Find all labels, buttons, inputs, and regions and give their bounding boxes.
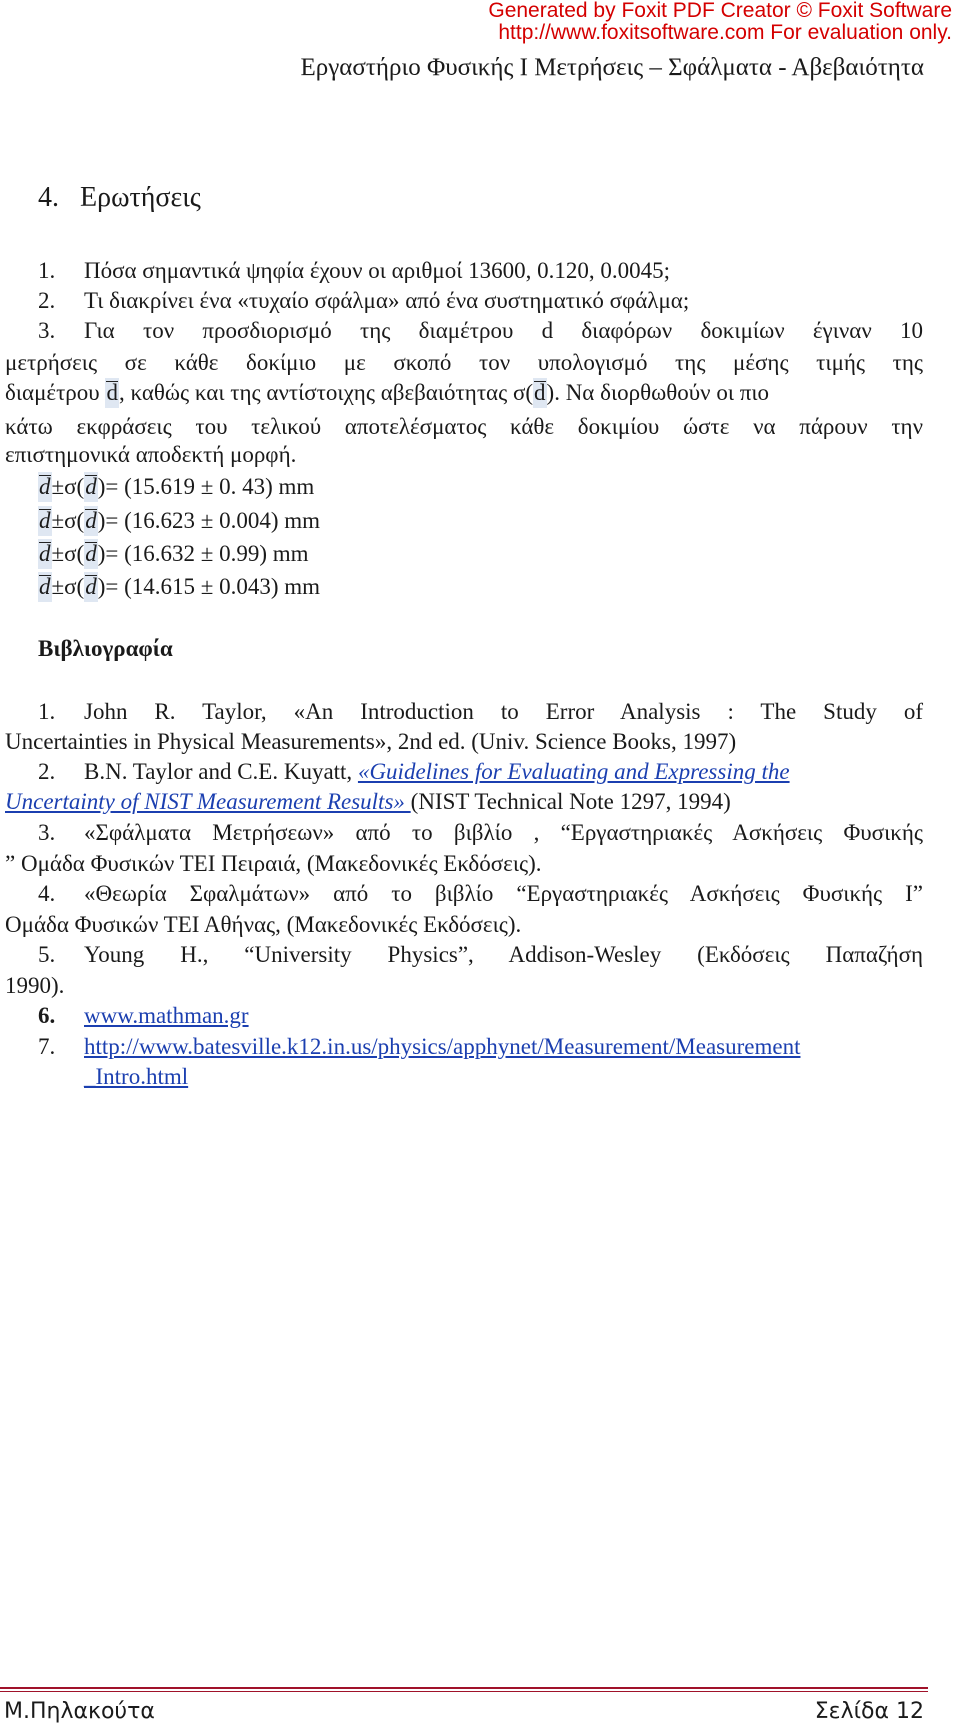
expression-value: )= (16.623 ± 0.004) mm (97, 508, 321, 533)
d-mean-symbol: d (38, 539, 52, 569)
reference-2-line-2 (5, 787, 731, 817)
reference-number: 1. (38, 699, 56, 724)
reference-5-line-1 (38, 940, 923, 970)
pm-sigma: ±σ( (51, 474, 85, 499)
expression-4 (38, 572, 320, 602)
reference-2-line-1 (38, 757, 790, 787)
reference-text: «Θεωρία Σφαλμάτων» από το βιβλίο “Εργαστηριακές Ασκήσεις Φυσικής Ι” (84, 881, 923, 906)
reference-number: 6. (38, 1003, 56, 1028)
section-number: 4. (38, 182, 59, 213)
question-3-line-4: κάτω εκφράσεις του τελικού αποτελέσματος κάθε δοκιμίου ώστε να πάρουν την (5, 414, 923, 439)
reference-6 (38, 1001, 249, 1031)
running-header: Εργαστήριο Φυσικής Ι Μετρήσεις – Σφάλματα - Αβεβαιότητα (300, 54, 924, 81)
reference-7-line-1 (38, 1032, 800, 1062)
section-heading (38, 182, 201, 214)
reference-text: B.N. Taylor and C.E. Kuyatt, (84, 759, 358, 784)
footer-rule-thin (0, 1691, 928, 1692)
d-mean-symbol: d (533, 378, 547, 408)
expression-3 (38, 539, 309, 569)
reference-7-line-2 (84, 1062, 188, 1092)
d-mean-symbol: d (38, 472, 52, 502)
reference-1-line-2: Uncertainties in Physical Measurements», 2nd ed. (Univ. Science Books, 1997) (5, 729, 737, 754)
nist-guidelines-link-cont[interactable]: Uncertainty of NIST Measurement Results» (5, 789, 411, 814)
question-2 (38, 286, 689, 316)
footer-rule (0, 1687, 928, 1689)
question-text: διαμέτρου (5, 380, 106, 405)
reference-4-line-2: Ομάδα Φυσικών ΤΕΙ Αθήνας, (Μακεδονικές Εκδόσεις). (5, 912, 522, 937)
reference-number: 5. (38, 942, 56, 967)
footer-author: Μ.Πηλακούτα (4, 1699, 155, 1724)
reference-text: John R. Taylor, «An Introduction to Error Analysis : The Study of (84, 699, 923, 724)
question-text: Πόσα σημαντικά ψηφία έχουν οι αριθμοί 13600, 0.120, 0.0045; (84, 258, 671, 283)
watermark-line-2: http://www.foxitsoftware.com For evaluation only. (498, 21, 952, 44)
pm-sigma: ±σ( (51, 574, 85, 599)
expression-value: )= (16.632 ± 0.99) mm (97, 541, 309, 566)
d-mean-symbol: d (38, 506, 52, 536)
d-mean-symbol: d (84, 539, 98, 569)
reference-text: Young H., “University Physics”, Addison-Wesley (Εκδόσεις Παπαζήση (84, 942, 923, 967)
reference-number: 2. (38, 759, 56, 784)
mathman-link[interactable]: www.mathman.gr (84, 1003, 249, 1028)
batesville-link-cont[interactable]: _Intro.html (84, 1064, 189, 1089)
expression-2 (38, 506, 320, 536)
reference-3-line-2: ” Ομάδα Φυσικών ΤΕΙ Πειραιά, (Μακεδονικές Εκδόσεις). (5, 851, 542, 876)
expression-value: )= (15.619 ± 0. 43) mm (97, 474, 315, 499)
nist-guidelines-link[interactable]: «Guidelines for Evaluating and Expressing the (357, 759, 790, 784)
batesville-link[interactable]: http://www.batesville.k12.in.us/physics/apphynet/Measurement/Measurement (84, 1034, 801, 1059)
d-mean-symbol: d (84, 506, 98, 536)
reference-number: 3. (38, 820, 56, 845)
reference-text: «Σφάλματα Μετρήσεων» από το βιβλίο , “Εργαστηριακές Ασκήσεις Φυσικής (84, 820, 923, 845)
reference-5-line-2: 1990). (5, 973, 65, 998)
question-text: ). Να διορθωθούν οι πιο (546, 380, 770, 405)
question-3-line-1 (38, 316, 923, 346)
bibliography-heading: Βιβλιογραφία (38, 636, 173, 661)
question-3-line-5: επιστημονικά αποδεκτή μορφή. (5, 442, 297, 467)
d-mean-symbol: d (38, 572, 52, 602)
expression-1 (38, 472, 314, 502)
d-mean-symbol: d (84, 572, 98, 602)
reference-4-line-1 (38, 879, 923, 909)
expression-value: )= (14.615 ± 0.043) mm (97, 574, 321, 599)
question-number: 1. (38, 258, 56, 283)
footer-page-number: Σελίδα 12 (814, 1699, 924, 1724)
reference-3-line-1 (38, 818, 923, 848)
question-3-line-3 (5, 378, 923, 408)
question-3-line-2: μετρήσεις σε κάθε δοκίμιο με σκοπό τον υπολογισμό της μέσης τιμής της (5, 350, 923, 375)
d-mean-symbol: d (105, 378, 119, 408)
question-text: Για τον προσδιορισμό της διαμέτρου d διαφόρων δοκιμίων έγιναν 10 (84, 318, 923, 343)
question-1 (38, 256, 670, 286)
question-number: 3. (38, 318, 56, 343)
watermark-line-1: Generated by Foxit PDF Creator © Foxit Software (488, 0, 952, 22)
pm-sigma: ±σ( (51, 541, 85, 566)
reference-text: (NIST Technical Note 1297, 1994) (410, 789, 731, 814)
pm-sigma: ±σ( (51, 508, 85, 533)
reference-1-line-1 (38, 697, 923, 727)
question-text: , καθώς και της αντίστοιχης αβεβαιότητας σ( (118, 380, 534, 405)
reference-number: 4. (38, 881, 56, 906)
reference-number: 7. (38, 1034, 56, 1059)
section-title: Ερωτήσεις (80, 182, 201, 213)
d-mean-symbol: d (84, 472, 98, 502)
question-number: 2. (38, 288, 56, 313)
question-text: Τι διακρίνει ένα «τυχαίο σφάλμα» από ένα συστηματικό σφάλμα; (84, 288, 690, 313)
